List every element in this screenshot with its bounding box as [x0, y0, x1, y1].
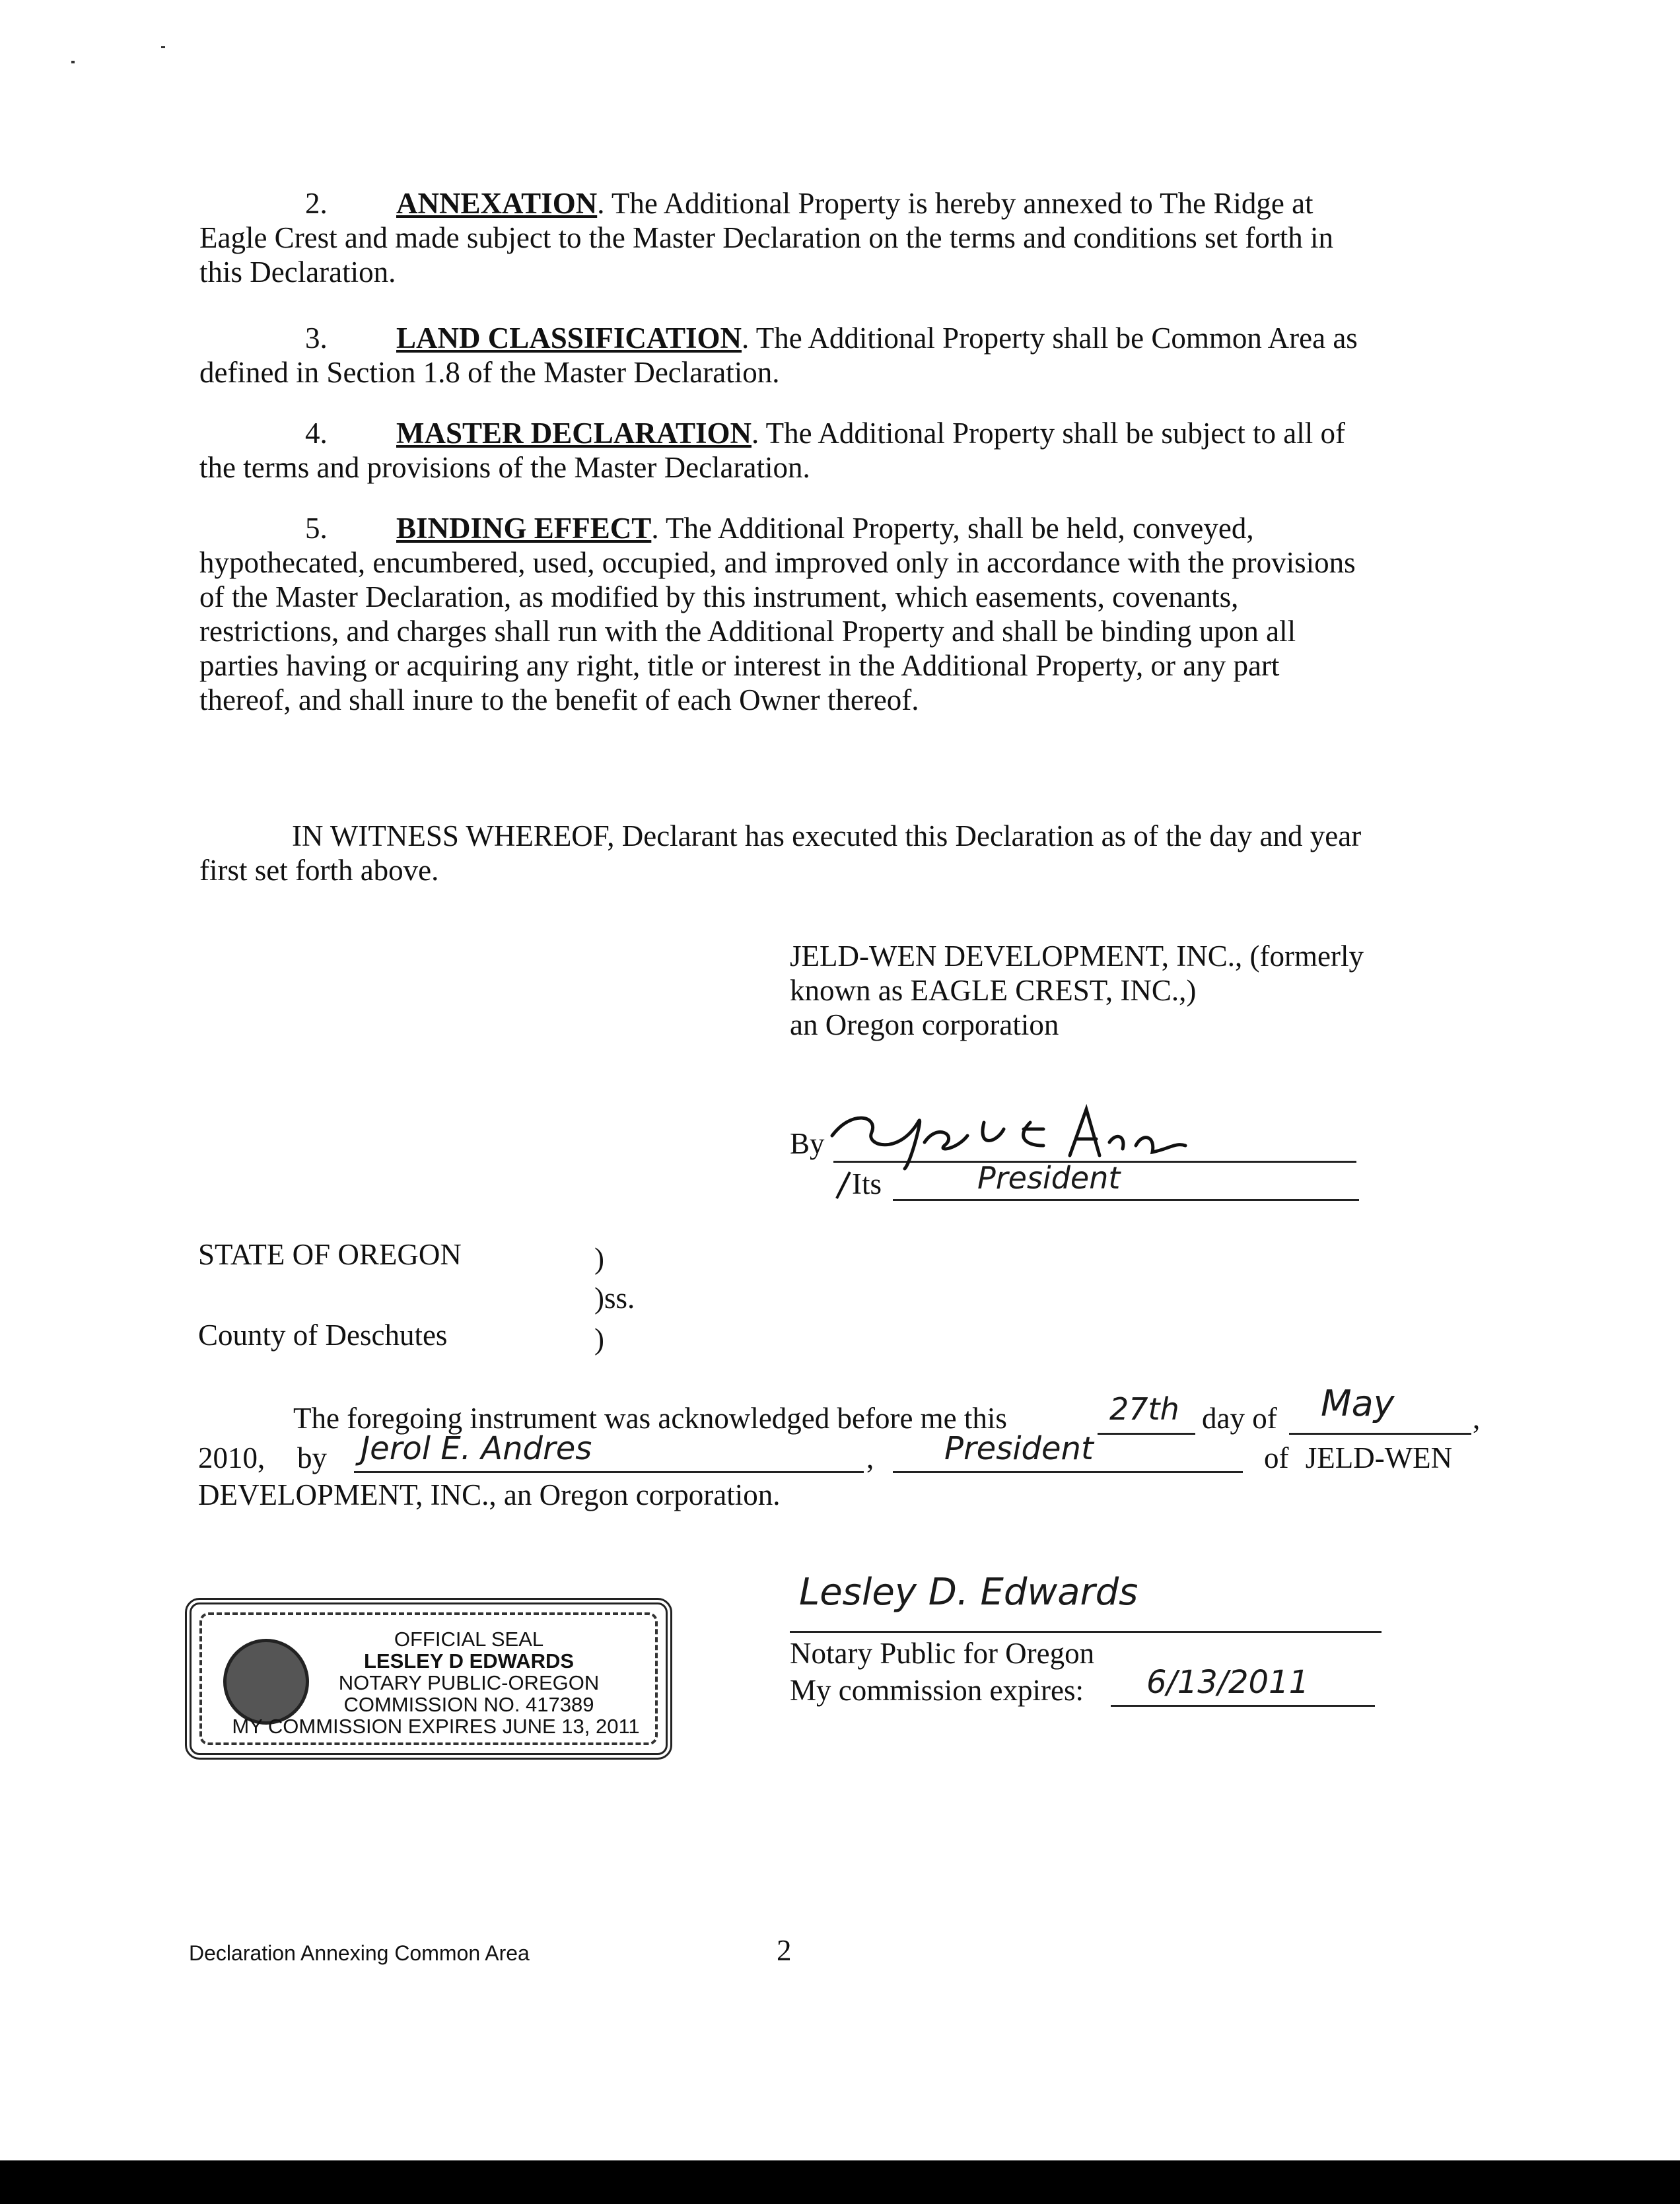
ack-title-handwritten: President: [944, 1430, 1094, 1467]
notary-title: Notary Public for Oregon: [790, 1637, 1095, 1670]
declarant-name: JELD-WEN DEVELOPMENT, INC., (formerly: [790, 940, 1364, 973]
ack-line3: DEVELOPMENT, INC., an Oregon corporation.: [198, 1478, 781, 1511]
declarant-former-name: known as EAGLE CREST, INC.,): [790, 974, 1197, 1007]
ack-text1: The foregoing instrument was acknowledged before me this: [293, 1402, 1007, 1435]
section-text: . The Additional Property shall be subject to all of: [751, 417, 1345, 450]
section-text: this Declaration.: [199, 256, 396, 289]
its-slash: [833, 1169, 853, 1202]
notary-signature: Lesley D. Edwards: [799, 1571, 1138, 1614]
section-text: parties having or acquiring any right, title or interest in the Additional Property, or any part: [199, 649, 1280, 682]
by-label: By: [790, 1127, 825, 1160]
venue-paren-close: ): [594, 1323, 604, 1356]
section-binding-effect: [199, 511, 1490, 717]
seal-notary-name: LESLEY D EDWARDS: [363, 1649, 575, 1672]
witness-line: first set forth above.: [199, 854, 439, 887]
scan-bottom-edge: [0, 2160, 1680, 2204]
ack-year: 2010,: [198, 1441, 265, 1474]
seal-notary-type: NOTARY PUBLIC-OREGON: [338, 1671, 600, 1694]
section-text: . The Additional Property shall be Common Area as: [742, 322, 1358, 355]
ack-month-line: [1289, 1433, 1471, 1435]
seal-commission-number: COMMISSION NO. 417389: [343, 1693, 594, 1716]
section-text: thereof, and shall inure to the benefit of each Owner thereof.: [199, 683, 919, 716]
ack-day-handwritten: 27th: [1109, 1391, 1179, 1427]
notary-signature-line: [790, 1631, 1382, 1633]
section-annexation: [199, 186, 1490, 289]
witness-line: IN WITNESS WHEREOF, Declarant has executed this Declaration as of the day and year: [292, 819, 1362, 852]
section-number: 2.: [305, 187, 328, 220]
ack-day-line: [1098, 1433, 1195, 1435]
section-text: of the Master Declaration, as modified by this instrument, which easements, covenants,: [199, 580, 1239, 613]
section-text: . The Additional Property is hereby annexed to The Ridge at: [597, 187, 1313, 220]
witness-clause: [199, 819, 1490, 887]
section-number: 3.: [305, 322, 328, 355]
ack-name-handwritten: Jerol E. Andres: [361, 1430, 592, 1467]
footer-document-title: Declaration Annexing Common Area: [189, 1941, 530, 1965]
notary-expires-label: My commission expires:: [790, 1674, 1084, 1707]
ack-text2: day of: [1202, 1402, 1277, 1435]
scan-speck: [161, 46, 165, 48]
seal-expiration: MY COMMISSION EXPIRES JUNE 13, 2011: [232, 1715, 640, 1738]
ack-month-handwritten: May: [1321, 1383, 1395, 1424]
section-text: hypothecated, encumbered, used, occupied, and improved only in accordance with the provisions: [199, 546, 1356, 579]
ack-name-line: [354, 1471, 864, 1473]
section-heading: BINDING EFFECT: [396, 512, 652, 545]
ack-title-line: [893, 1471, 1243, 1473]
venue-county: County of Deschutes: [198, 1319, 448, 1352]
its-signature-line: [893, 1199, 1359, 1201]
ack-by: by: [297, 1441, 327, 1474]
venue-paren-open: ): [594, 1242, 604, 1275]
ack-comma2: ,: [866, 1441, 874, 1474]
notary-expires-handwritten: 6/13/2011: [1146, 1664, 1310, 1701]
venue-ss: )ss.: [594, 1282, 635, 1315]
venue-state: STATE OF OREGON: [198, 1238, 462, 1271]
section-land-classification: [199, 321, 1490, 390]
section-heading: MASTER DECLARATION: [396, 417, 752, 450]
its-label: Its: [852, 1167, 882, 1200]
ack-comma: ,: [1473, 1402, 1481, 1435]
notary-seal: [185, 1598, 672, 1760]
section-text: restrictions, and charges shall run with the Additional Property and shall be binding upon all: [199, 615, 1296, 648]
section-number: 5.: [305, 512, 328, 545]
seal-text: [232, 1628, 647, 1738]
ack-of: of JELD-WEN: [1264, 1441, 1453, 1474]
section-heading: LAND CLASSIFICATION: [396, 322, 742, 355]
section-master-declaration: [199, 416, 1490, 485]
section-text: Eagle Crest and made subject to the Master Declaration on the terms and conditions set forth in: [199, 221, 1334, 254]
seal-title: OFFICIAL SEAL: [394, 1628, 544, 1651]
declarant-block: [790, 939, 1516, 1042]
section-number: 4.: [305, 417, 328, 450]
notary-expires-line: [1111, 1705, 1375, 1707]
section-text: the terms and provisions of the Master Declaration.: [199, 451, 810, 484]
section-heading: ANNEXATION: [396, 187, 598, 220]
section-text: defined in Section 1.8 of the Master Declaration.: [199, 356, 780, 389]
section-text: . The Additional Property, shall be held, conveyed,: [651, 512, 1254, 545]
declarant-title-handwritten: President: [977, 1160, 1121, 1196]
footer-page-number: 2: [777, 1934, 792, 1967]
declarant-entity: an Oregon corporation: [790, 1008, 1059, 1041]
scan-speck: [71, 61, 75, 63]
